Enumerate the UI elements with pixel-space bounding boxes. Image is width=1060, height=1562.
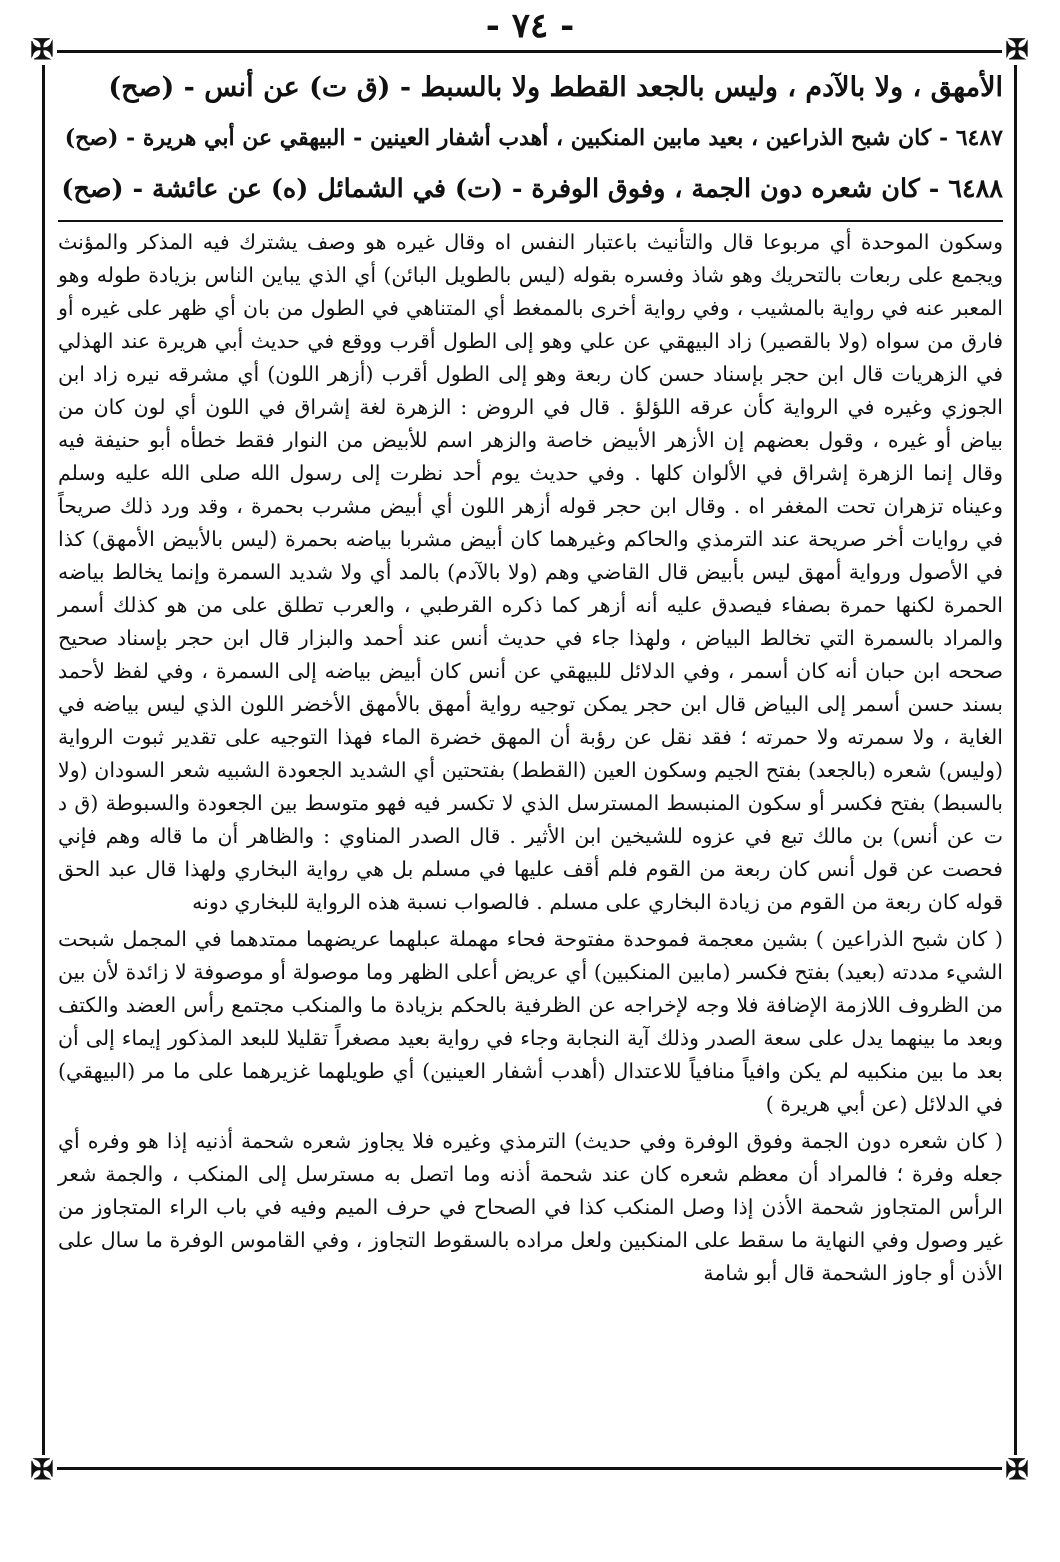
commentary-paragraph: وسكون الموحدة أي مربوعا قال والتأنيث باعتبار النفس اه وقال غيره هو وصف يشترك فيه المذكر والمؤنث ويجمع على ربعات بالتحريك وهو شاذ وفسره بقوله (ليس بالطويل البائن) أي الذي يباين الناس بزيادة طوله وهو المعبر عنه في رواية بالمشيب ، وفي رواية أخرى بالممغط أي المتناهي في الطول من بان أي ظهر على غيره أو فارق من سواه (ولا بالقصير) زاد البيهقي عن علي وهو إلى الطول أقرب ووقع في حديث أبي هريرة عند الهذلي في الزهريات قال ابن حجر بإسناد حسن كان ربعة وهو إلى الطول أقرب (أزهر اللون) أي مشرقه نيره زاد ابن الجوزي وغيره في الرواية كأن عرقه اللؤلؤ . قال في الروض : الزهرة لغة إشراق في اللون أي لون كان من بياض أو غيره ، وقول بعضهم إن الأزهر الأبيض خاصة والزهر اسم للأبيض من النوار فقط خطأه أبو حنيفة فيه وقال إنما الزهرة إشراق في الألوان كلها . وفي حديث يوم أحد نظرت إلى رسول الله صلى الله عليه وسلم وعيناه تزهران تحت المغفر اه . وقال ابن حجر قوله أزهر اللون أي أبيض مشرب بحمرة ، وقد ورد ذلك صريحاً في روايات أخر صريحة عند الترمذي والحاكم وغيرهما كان أبيض مشربا بياضه بحمرة (ليس بالأبيض الأمهق) كذا في الأصول ورواية أمهق ليس بأبيض قال القاضي وهم (ولا بالآدم) بالمد أي ولا شديد السمرة وإنما يخالط بياضه الحمرة لكنها حمرة بصفاء فيصدق عليه أنه أزهر كما ذكره القرطبي ، والعرب تطلق على من هو كذلك أسمر والمراد بالسمرة التي تخالط البياض ، ولهذا جاء في حديث أنس عند أحمد والبزار قال ابن حجر بإسناد صحيح صححه ابن حبان أنه كان أسمر ، وفي الدلائل للبيهقي عن أنس كان أبيض بياضه إلى السمرة ، وفي لفظ لأحمد بسند حسن أسمر إلى البياض قال ابن حجر يمكن توجيه رواية أمهق بالأمهق الأخضر اللون الذي ليس بياضه في الغاية ، ولا سمرته ولا حمرته ؛ فقد نقل عن رؤبة أن المهق خضرة الماء فهذا التوجيه على تقدير ثبوت الرواية (وليس) شعره (بالجعد) بفتح الجيم وسكون العين (القطط) بفتحتين أي الشديد الجعودة الشبيه شعر السودان (ولا بالسبط) بفتح فكسر أو سكون المنبسط المسترسل الذي لا تكسر فيه فهو متوسط بين الجعودة والسبوطة (ق د ت عن أنس) بن مالك تبع في عزوه للشيخين ابن الأثير . قال الصدر المناوي : والظاهر أن ما قاله وهم فإني فحصت عن قول أنس كان ربعة من القوم فلم أقف عليها في مسلم بل هي رواية البخاري ولهذا قال عبد الحق قوله كان ربعة من القوم من زيادة البخاري على مسلم . فالصواب نسبة هذه الرواية للبخاري دونه [58,230,1003,914]
commentary-paragraph: ( كان شبح الذراعين ) بشين معجمة فموحدة مفتوحة فحاء مهملة عبلهما عريضهما ممتدهما في المجمل شبحت الشيء مددته (بعيد) بفتح فكسر (مابين المنكبين) أي عريض أعلى الظهر وما موصولة أو موصوفة لا زائدة لأن بين من الظروف اللازمة الإضافة فلا وجه لإخراجه عن الظرفية بالحكم بزيادة ما والمنكب مجتمع رأس العضد والكتف وبعد ما بينهما يدل على سعة الصدر وذلك آية النجابة وجاء في رواية بعيد مصغراً تقليلا للبعد المذكور إيماء إلى أن بعد ما بين منكبيه لم يكن وافياً منافياً للاعتدال (أهدب أشفار العينين) أي طويلهما غزيرهما على ما مر (البيهقي) في الدلائل (عن أبي هريرة ) [58,927,1003,1116]
corner-ornament-icon: ✠ [1002,1455,1032,1485]
commentary-paragraph: ( كان شعره دون الجمة وفوق الوفرة وفي حديث) الترمذي وغيره فلا يجاوز شعره شحمة أذنيه إذا هو وفره أي جعله وفرة ؛ فالمراد أن معظم شعره كان عند شحمة أذنه وما اتصل به مسترسل إلى المنكب ، والجمة شعر الرأس المتجاوز شحمة الأذن إذا وصل المنكب كذا في الصحاح في حرف الميم وفيه في باب الراء المتجاوز من غير وصول وفي النهاية ما سقط على المنكبين ولعل مراده بالسقوط التجاوز ، وفي القاموس الوفرة ما سال على الأذن أو جاوز الشحمة قال أبو شامة [58,1129,1003,1285]
main-text-line: الأمهق ، ولا بالآدم ، وليس بالجعد القطط ولا بالسبط - (ق ت) عن أنس - (صح) [108,72,1003,103]
main-text-line: ٦٤٨٨ - كان شعره دون الجمة ، وفوق الوفرة - (ت) في الشمائل (ه) عن عائشة - (صح) [61,174,1003,204]
page-number: - ٧٤ - [485,6,575,46]
corner-ornament-icon: ✠ [27,1455,57,1485]
main-text [58,62,1003,215]
section-divider [58,220,1003,222]
corner-ornament-icon: ✠ [1002,35,1032,65]
corner-ornament-icon: ✠ [27,35,57,65]
commentary [58,226,1003,1290]
page-content [58,62,1003,1290]
main-text-line: ٦٤٨٧ - كان شبح الذراعين ، بعيد مابين المنكبين ، أهدب أشفار العينين - البيهقي عن أبي هريرة - (صح) [64,125,1003,151]
